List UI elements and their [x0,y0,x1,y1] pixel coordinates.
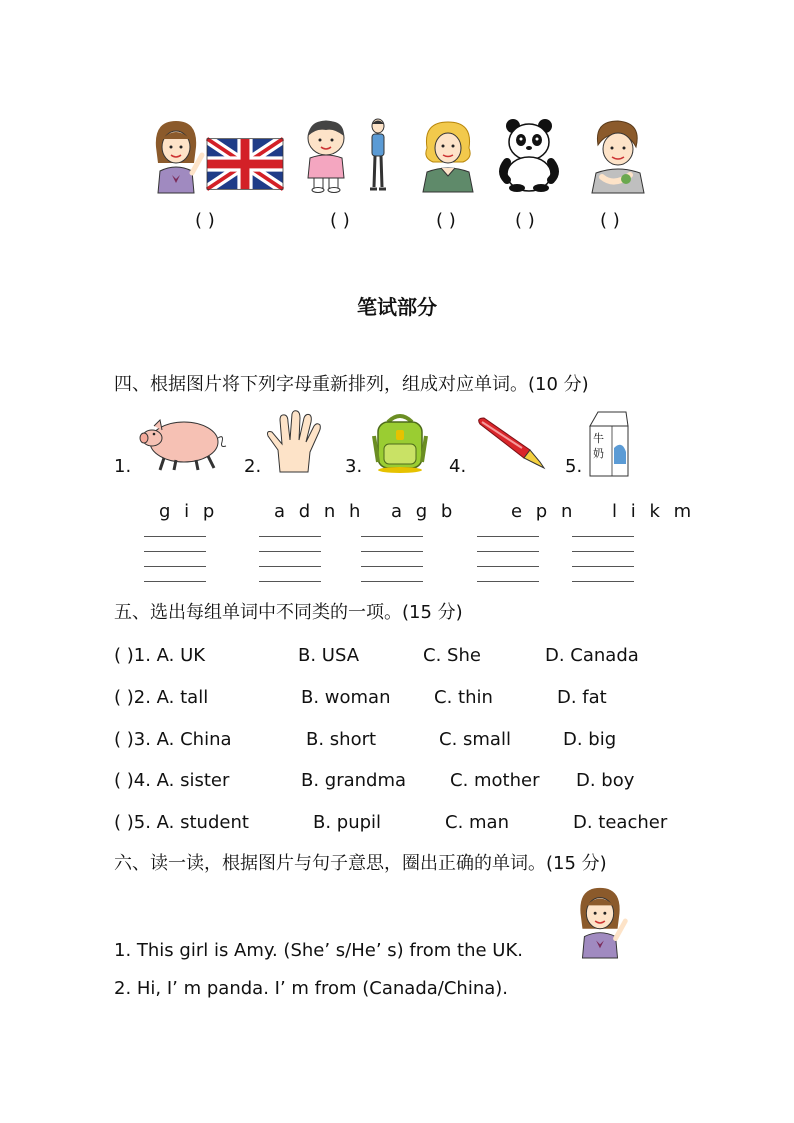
q1-prefix[interactable]: ( )1. A. UK [114,645,206,666]
item-number-4: 4. [449,456,467,477]
written-part-title: 笔试部分 [357,295,437,319]
q1-option-d: D. Canada [545,645,639,666]
q3-prefix[interactable]: ( )3. A. China [114,729,232,750]
section6-sentence-1[interactable]: 1. This girl is Amy. (She’ s/He’ s) from the UK. [114,940,523,961]
q2-option-c: C. thin [434,687,493,708]
answer-paren-1[interactable]: ( ) [195,210,215,231]
section5-title: 五、选出每组单词中不同类的一项。(15 分) [114,602,463,623]
writing-grid-5[interactable] [572,536,634,584]
item-number-2: 2. [244,456,262,477]
q3-option-d: D. big [563,729,617,750]
writing-grid-2[interactable] [259,536,321,584]
letters-2: a d n h [274,501,365,522]
boy-icon [586,117,648,193]
q4-option-d: D. boy [576,770,635,791]
short-boy-icon [300,118,352,192]
letters-1: g i p [159,501,219,522]
q5-option-d: D. teacher [573,812,668,833]
tall-thin-man-icon [366,117,390,193]
letters-3: a g b [391,501,457,522]
uk-flag-icon [207,138,283,190]
q3-option-c: C. small [439,729,511,750]
item-number-3: 3. [345,456,363,477]
milk-label-1: 牛 [593,432,604,445]
writing-grid-3[interactable] [361,536,423,584]
q5-option-b: B. pupil [313,812,382,833]
letters-4: e p n [511,501,577,522]
section4-title: 四、根据图片将下列字母重新排列，组成对应单词。(10 分) [114,374,589,395]
woman-icon [419,118,477,192]
answer-paren-4[interactable]: ( ) [515,210,535,231]
schoolbag-icon [368,412,432,474]
q5-option-c: C. man [445,812,509,833]
writing-grid-1[interactable] [144,536,206,584]
q1-option-b: B. USA [298,645,360,666]
q2-option-d: D. fat [557,687,607,708]
item-number-1: 1. [114,456,132,477]
pen-icon [474,414,548,470]
q4-prefix[interactable]: ( )4. A. sister [114,770,230,791]
section6-sentence-2[interactable]: 2. Hi, I’ m panda. I’ m from (Canada/China). [114,978,509,999]
q3-option-b: B. short [306,729,377,750]
q4-option-b: B. grandma [301,770,407,791]
answer-paren-2[interactable]: ( ) [330,210,350,231]
letters-5: l i k m [612,501,696,522]
answer-paren-3[interactable]: ( ) [436,210,456,231]
item-number-5: 5. [565,456,583,477]
q1-option-c: C. She [423,645,481,666]
writing-grid-4[interactable] [477,536,539,584]
panda-icon [499,118,559,192]
section6-title: 六、读一读，根据图片与句子意思，圈出正确的单词。(15 分) [114,853,607,874]
q2-option-b: B. woman [301,687,391,708]
girl-amy-icon [148,117,204,193]
q4-option-c: C. mother [450,770,540,791]
girl-amy-small-icon [572,884,628,958]
milk-label-2: 奶 [593,447,604,460]
pig-icon [136,414,226,472]
q5-prefix[interactable]: ( )5. A. student [114,812,249,833]
q2-prefix[interactable]: ( )2. A. tall [114,687,209,708]
answer-paren-5[interactable]: ( ) [600,210,620,231]
hand-icon [266,410,326,474]
